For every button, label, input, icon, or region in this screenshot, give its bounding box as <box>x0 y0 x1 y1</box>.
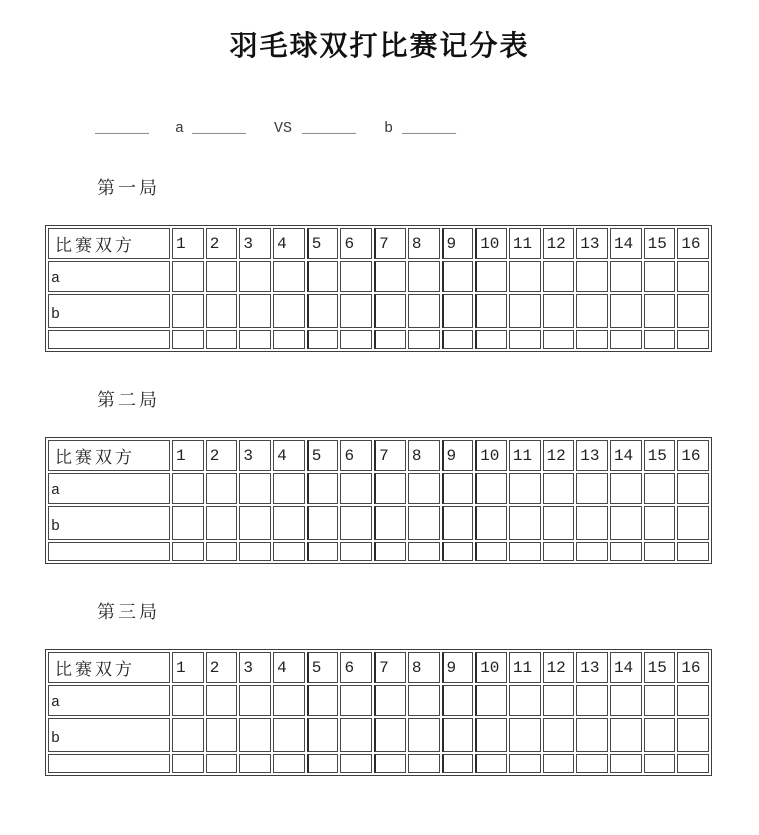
score-cell <box>273 473 305 504</box>
score-cell <box>206 754 238 773</box>
point-header-cell: 5 <box>307 440 339 471</box>
point-header-cell: 13 <box>576 228 608 259</box>
point-header-cell: 3 <box>239 228 271 259</box>
point-header-cell: 13 <box>576 440 608 471</box>
score-cell <box>509 685 541 716</box>
point-header-cell: 7 <box>374 440 406 471</box>
score-cell <box>475 542 507 561</box>
score-cell <box>644 330 676 349</box>
score-cell <box>543 542 575 561</box>
point-header-cell: 12 <box>543 652 575 683</box>
score-cell <box>644 473 676 504</box>
score-cell <box>172 754 204 773</box>
corner-label-cell: 比赛双方 <box>48 652 170 683</box>
score-cell <box>239 473 271 504</box>
point-header-cell: 4 <box>273 652 305 683</box>
score-cell <box>442 473 474 504</box>
score-cell <box>677 754 709 773</box>
score-cell <box>340 261 372 292</box>
point-header-cell: 15 <box>644 652 676 683</box>
score-cell <box>374 542 406 561</box>
point-header-cell: 4 <box>273 440 305 471</box>
point-header-cell: 1 <box>172 228 204 259</box>
score-table-game-1 <box>45 225 712 352</box>
score-cell <box>610 294 642 328</box>
score-cell <box>475 718 507 752</box>
point-header-cell: 2 <box>206 440 238 471</box>
score-cell <box>543 294 575 328</box>
score-cell <box>610 718 642 752</box>
score-cell <box>206 542 238 561</box>
score-cell <box>172 330 204 349</box>
score-cell <box>408 330 440 349</box>
point-header-cell: 14 <box>610 228 642 259</box>
score-cell <box>307 330 339 349</box>
score-table-game-2 <box>45 437 712 564</box>
score-cell <box>677 294 709 328</box>
row-extra <box>48 754 709 773</box>
point-header-cell: 3 <box>239 652 271 683</box>
row-label-cell: a <box>48 685 170 716</box>
score-cell <box>576 330 608 349</box>
score-cell <box>340 330 372 349</box>
score-cell <box>273 261 305 292</box>
section-game-1 <box>0 174 759 352</box>
point-header-cell: 8 <box>408 228 440 259</box>
score-cell <box>576 506 608 540</box>
score-cell <box>374 754 406 773</box>
section-heading-game-2: 第二局 <box>97 390 160 410</box>
score-cell <box>239 754 271 773</box>
score-table-game-3 <box>45 649 712 776</box>
score-cell <box>475 261 507 292</box>
match-participants-line <box>95 120 759 140</box>
score-cell <box>374 330 406 349</box>
score-cell <box>374 473 406 504</box>
row-player-a <box>48 473 709 504</box>
point-header-cell: 15 <box>644 440 676 471</box>
row-label-cell: b <box>48 506 170 540</box>
score-cell <box>172 261 204 292</box>
score-cell <box>172 542 204 561</box>
score-cell <box>677 330 709 349</box>
point-header-cell: 12 <box>543 228 575 259</box>
point-header-cell: 5 <box>307 228 339 259</box>
score-cell <box>273 294 305 328</box>
score-cell <box>576 473 608 504</box>
row-extra <box>48 330 709 349</box>
score-cell <box>307 542 339 561</box>
score-cell <box>442 754 474 773</box>
table-header-row <box>48 652 709 683</box>
point-header-cell: 12 <box>543 440 575 471</box>
section-heading-game-1: 第一局 <box>97 178 160 198</box>
point-header-cell: 15 <box>644 228 676 259</box>
score-cell <box>644 261 676 292</box>
score-cell <box>374 294 406 328</box>
score-cell <box>206 261 238 292</box>
row-label-cell <box>48 330 170 349</box>
score-cell <box>543 754 575 773</box>
point-header-cell: 14 <box>610 652 642 683</box>
score-cell <box>475 685 507 716</box>
point-header-cell: 1 <box>172 440 204 471</box>
score-cell <box>509 330 541 349</box>
score-cell <box>576 718 608 752</box>
score-cell <box>307 473 339 504</box>
score-cell <box>644 294 676 328</box>
score-cell <box>307 754 339 773</box>
score-cell <box>475 294 507 328</box>
row-player-a <box>48 685 709 716</box>
score-cell <box>408 718 440 752</box>
score-cell <box>644 506 676 540</box>
row-player-b <box>48 294 709 328</box>
score-cell <box>408 542 440 561</box>
score-cell <box>442 506 474 540</box>
score-cell <box>206 473 238 504</box>
score-cell <box>307 506 339 540</box>
corner-label-cell: 比赛双方 <box>48 440 170 471</box>
score-cell <box>509 542 541 561</box>
score-cell <box>273 685 305 716</box>
score-cell <box>340 506 372 540</box>
point-header-cell: 10 <box>475 652 507 683</box>
score-cell <box>644 685 676 716</box>
score-cell <box>239 542 271 561</box>
score-cell <box>172 506 204 540</box>
score-cell <box>677 261 709 292</box>
point-header-cell: 9 <box>442 652 474 683</box>
score-cell <box>408 506 440 540</box>
score-cell <box>273 506 305 540</box>
row-extra <box>48 542 709 561</box>
score-cell <box>374 506 406 540</box>
score-cell <box>509 754 541 773</box>
row-label-cell: b <box>48 718 170 752</box>
score-cell <box>408 261 440 292</box>
point-header-cell: 11 <box>509 440 541 471</box>
score-cell <box>442 685 474 716</box>
score-cell <box>239 261 271 292</box>
point-header-cell: 10 <box>475 440 507 471</box>
section-game-2 <box>0 386 759 564</box>
score-cell <box>307 261 339 292</box>
score-cell <box>172 685 204 716</box>
score-cell <box>509 473 541 504</box>
score-cell <box>610 506 642 540</box>
score-cell <box>374 685 406 716</box>
score-cell <box>610 542 642 561</box>
score-cell <box>610 473 642 504</box>
row-label-cell: b <box>48 294 170 328</box>
score-cell <box>273 754 305 773</box>
point-header-cell: 10 <box>475 228 507 259</box>
score-cell <box>206 294 238 328</box>
vs-label: VS <box>274 120 293 137</box>
point-header-cell: 11 <box>509 652 541 683</box>
score-cell <box>172 473 204 504</box>
score-cell <box>408 754 440 773</box>
section-heading-game-3: 第三局 <box>97 602 160 622</box>
corner-label-cell: 比赛双方 <box>48 228 170 259</box>
team1-name-blank: ______ <box>95 120 150 137</box>
row-label-cell <box>48 754 170 773</box>
score-cell <box>475 754 507 773</box>
score-cell <box>475 473 507 504</box>
score-cell <box>206 330 238 349</box>
point-header-cell: 6 <box>340 652 372 683</box>
score-cell <box>408 294 440 328</box>
score-cell <box>610 330 642 349</box>
score-cell <box>273 330 305 349</box>
score-cell <box>273 542 305 561</box>
point-header-cell: 6 <box>340 228 372 259</box>
score-cell <box>543 261 575 292</box>
score-cell <box>307 685 339 716</box>
score-cell <box>172 294 204 328</box>
score-cell <box>610 261 642 292</box>
score-cell <box>576 542 608 561</box>
score-cell <box>307 294 339 328</box>
score-cell <box>576 754 608 773</box>
point-header-cell: 7 <box>374 652 406 683</box>
row-label-cell: a <box>48 473 170 504</box>
score-cell <box>408 685 440 716</box>
player-a-blank: ______ <box>192 120 247 137</box>
score-cell <box>340 473 372 504</box>
score-cell <box>509 718 541 752</box>
row-label-cell: a <box>48 261 170 292</box>
score-cell <box>307 718 339 752</box>
score-cell <box>543 718 575 752</box>
score-cell <box>340 754 372 773</box>
table-header-row <box>48 228 709 259</box>
score-cell <box>239 718 271 752</box>
point-header-cell: 5 <box>307 652 339 683</box>
point-header-cell: 9 <box>442 440 474 471</box>
score-cell <box>239 685 271 716</box>
score-cell <box>374 261 406 292</box>
score-cell <box>644 542 676 561</box>
score-cell <box>543 473 575 504</box>
score-cell <box>475 330 507 349</box>
score-cell <box>206 506 238 540</box>
score-cell <box>677 542 709 561</box>
score-cell <box>677 473 709 504</box>
score-cell <box>408 473 440 504</box>
point-header-cell: 16 <box>677 440 709 471</box>
score-cell <box>442 542 474 561</box>
score-cell <box>239 294 271 328</box>
table-header-row <box>48 440 709 471</box>
score-cell <box>543 506 575 540</box>
row-player-b <box>48 506 709 540</box>
score-cell <box>340 685 372 716</box>
score-cell <box>374 718 406 752</box>
score-cell <box>644 718 676 752</box>
page-title: 羽毛球双打比赛记分表 <box>229 31 530 62</box>
score-cell <box>543 330 575 349</box>
player-b-label: b <box>384 120 394 137</box>
score-cell <box>677 718 709 752</box>
team2-name-blank: ______ <box>302 120 357 137</box>
point-header-cell: 16 <box>677 228 709 259</box>
score-cell <box>576 261 608 292</box>
point-header-cell: 9 <box>442 228 474 259</box>
score-cell <box>340 542 372 561</box>
point-header-cell: 13 <box>576 652 608 683</box>
point-header-cell: 3 <box>239 440 271 471</box>
section-game-3 <box>0 598 759 776</box>
point-header-cell: 11 <box>509 228 541 259</box>
score-cell <box>509 506 541 540</box>
score-cell <box>442 294 474 328</box>
score-cell <box>610 754 642 773</box>
row-player-a <box>48 261 709 292</box>
score-cell <box>206 685 238 716</box>
player-a-label: a <box>175 120 185 137</box>
score-cell <box>340 718 372 752</box>
score-cell <box>610 685 642 716</box>
point-header-cell: 8 <box>408 440 440 471</box>
score-cell <box>509 294 541 328</box>
player-b-blank: ______ <box>402 120 457 137</box>
score-cell <box>475 506 507 540</box>
row-label-cell <box>48 542 170 561</box>
point-header-cell: 1 <box>172 652 204 683</box>
score-cell <box>239 506 271 540</box>
point-header-cell: 2 <box>206 228 238 259</box>
score-cell <box>644 754 676 773</box>
score-cell <box>442 261 474 292</box>
score-cell <box>442 330 474 349</box>
score-cell <box>509 261 541 292</box>
score-cell <box>677 685 709 716</box>
point-header-cell: 6 <box>340 440 372 471</box>
point-header-cell: 7 <box>374 228 406 259</box>
score-cell <box>273 718 305 752</box>
row-player-b <box>48 718 709 752</box>
point-header-cell: 16 <box>677 652 709 683</box>
score-cell <box>239 330 271 349</box>
point-header-cell: 14 <box>610 440 642 471</box>
point-header-cell: 2 <box>206 652 238 683</box>
score-cell <box>442 718 474 752</box>
score-cell <box>340 294 372 328</box>
point-header-cell: 4 <box>273 228 305 259</box>
score-cell <box>172 718 204 752</box>
score-cell <box>677 506 709 540</box>
score-cell <box>576 294 608 328</box>
score-cell <box>543 685 575 716</box>
score-cell <box>576 685 608 716</box>
score-cell <box>206 718 238 752</box>
point-header-cell: 8 <box>408 652 440 683</box>
